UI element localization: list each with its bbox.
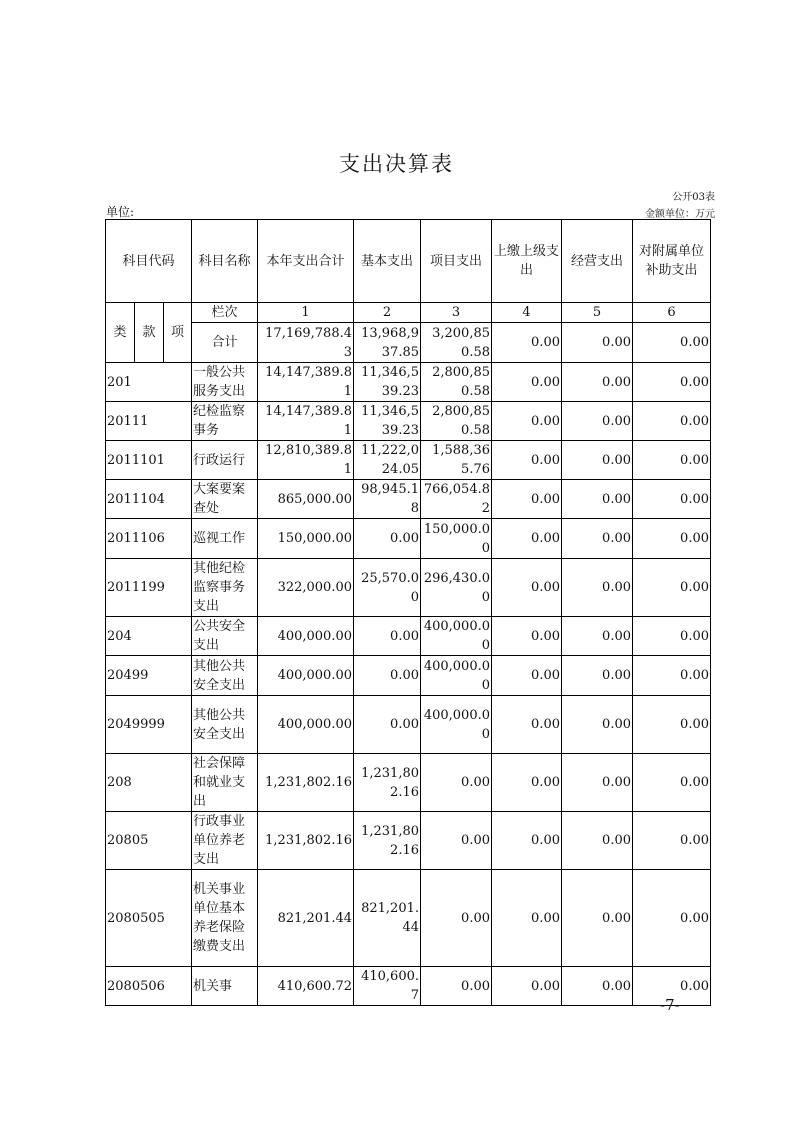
row-project: 150,000.00 [421, 519, 492, 559]
table-row [106, 754, 711, 812]
row-code: 2011104 [106, 480, 192, 519]
row-business: 0.00 [562, 870, 633, 967]
row-upper: 0.00 [492, 441, 562, 480]
row-code: 2011101 [106, 441, 192, 480]
row-subsidy: 0.00 [633, 696, 711, 754]
header-xiang: 项 [164, 303, 192, 363]
row-basic: 25,570.00 [354, 559, 421, 617]
header-subsidy: 对附属单位补助支出 [633, 220, 711, 303]
row-subsidy: 0.00 [633, 967, 711, 1006]
row-basic: 821,201.44 [354, 870, 421, 967]
row-basic: 1,231,802.16 [354, 812, 421, 870]
row-upper: 0.00 [492, 696, 562, 754]
row-business: 0.00 [562, 441, 633, 480]
row-basic: 98,945.18 [354, 480, 421, 519]
row-name: 行政事业单位养老支出 [192, 812, 258, 870]
row-code: 20111 [106, 402, 192, 441]
header-upper: 上缴上级支出 [492, 220, 562, 303]
row-total: 400,000.00 [258, 617, 354, 656]
row-code: 208 [106, 754, 192, 812]
row-upper: 0.00 [492, 870, 562, 967]
total-subsidy: 0.00 [633, 323, 711, 363]
row-business: 0.00 [562, 696, 633, 754]
table-row [106, 967, 711, 1006]
total-upper: 0.00 [492, 323, 562, 363]
row-basic: 11,346,539.23 [354, 402, 421, 441]
amount-unit: 金额单位：万元 [645, 209, 715, 220]
table-row [106, 696, 711, 754]
row-project: 0.00 [421, 754, 492, 812]
header-basic: 基本支出 [354, 220, 421, 303]
row-name: 大案要案查处 [192, 480, 258, 519]
table-row [106, 870, 711, 967]
row-total: 410,600.72 [258, 967, 354, 1006]
row-basic: 11,346,539.23 [354, 363, 421, 402]
row-project: 2,800,850.58 [421, 402, 492, 441]
row-subsidy: 0.00 [633, 559, 711, 617]
expenditure-table [105, 219, 711, 1006]
row-name: 公共安全支出 [192, 617, 258, 656]
row-code: 2011199 [106, 559, 192, 617]
row-upper: 0.00 [492, 480, 562, 519]
row-name: 纪检监察事务 [192, 402, 258, 441]
row-code: 2080505 [106, 870, 192, 967]
row-project: 400,000.00 [421, 696, 492, 754]
row-code: 201 [106, 363, 192, 402]
row-code: 20805 [106, 812, 192, 870]
row-code: 2080506 [106, 967, 192, 1006]
row-business: 0.00 [562, 363, 633, 402]
total-row [106, 323, 711, 363]
row-upper: 0.00 [492, 559, 562, 617]
row-code: 204 [106, 617, 192, 656]
row-subsidy: 0.00 [633, 754, 711, 812]
row-project: 766,054.82 [421, 480, 492, 519]
row-name: 机关事 [192, 967, 258, 1006]
page-number: -7- [660, 996, 680, 1014]
unit-label: 单位: [106, 205, 135, 219]
table-row [106, 812, 711, 870]
row-upper: 0.00 [492, 402, 562, 441]
table-row [106, 363, 711, 402]
row-subsidy: 0.00 [633, 656, 711, 696]
row-subsidy: 0.00 [633, 870, 711, 967]
row-name: 机关事业单位基本养老保险缴费支出 [192, 870, 258, 967]
row-project: 0.00 [421, 967, 492, 1006]
row-total: 1,231,802.16 [258, 812, 354, 870]
row-upper: 0.00 [492, 967, 562, 1006]
row-name: 巡视工作 [192, 519, 258, 559]
row-project: 400,000.00 [421, 656, 492, 696]
row-business: 0.00 [562, 656, 633, 696]
row-name: 其他公共安全支出 [192, 696, 258, 754]
row-business: 0.00 [562, 559, 633, 617]
row-total: 1,231,802.16 [258, 754, 354, 812]
row-subsidy: 0.00 [633, 812, 711, 870]
row-total: 14,147,389.81 [258, 363, 354, 402]
row-business: 0.00 [562, 967, 633, 1006]
row-total: 400,000.00 [258, 696, 354, 754]
row-basic: 410,600.7 [354, 967, 421, 1006]
page-title: 支出决算表 [339, 152, 454, 176]
row-name: 社会保障和就业支出 [192, 754, 258, 812]
total-label: 合计 [192, 323, 258, 363]
row-business: 0.00 [562, 480, 633, 519]
row-name: 行政运行 [192, 441, 258, 480]
row-total: 400,000.00 [258, 656, 354, 696]
row-project: 0.00 [421, 870, 492, 967]
row-total: 12,810,389.81 [258, 441, 354, 480]
col-index-6: 6 [633, 303, 711, 323]
table-row [106, 480, 711, 519]
row-total: 821,201.44 [258, 870, 354, 967]
header-name: 科目名称 [192, 220, 258, 303]
row-upper: 0.00 [492, 363, 562, 402]
table-row [106, 559, 711, 617]
table-row [106, 519, 711, 559]
header-lei: 类 [106, 303, 135, 363]
row-code: 2011106 [106, 519, 192, 559]
row-total: 865,000.00 [258, 480, 354, 519]
header-code: 科目代码 [106, 220, 192, 303]
row-basic: 11,222,024.05 [354, 441, 421, 480]
row-code: 2049999 [106, 696, 192, 754]
row-subsidy: 0.00 [633, 441, 711, 480]
header-total: 本年支出合计 [258, 220, 354, 303]
col-index-1: 1 [258, 303, 354, 323]
row-total: 322,000.00 [258, 559, 354, 617]
row-subsidy: 0.00 [633, 480, 711, 519]
row-business: 0.00 [562, 754, 633, 812]
table-row [106, 441, 711, 480]
table-row [106, 656, 711, 696]
row-subsidy: 0.00 [633, 363, 711, 402]
row-subsidy: 0.00 [633, 402, 711, 441]
row-code: 20499 [106, 656, 192, 696]
row-basic: 0.00 [354, 519, 421, 559]
col-index-4: 4 [492, 303, 562, 323]
col-index-2: 2 [354, 303, 421, 323]
col-index-5: 5 [562, 303, 633, 323]
row-project: 1,588,365.76 [421, 441, 492, 480]
row-business: 0.00 [562, 617, 633, 656]
header-project: 项目支出 [421, 220, 492, 303]
col-index-3: 3 [421, 303, 492, 323]
row-project: 2,800,850.58 [421, 363, 492, 402]
row-project: 296,430.00 [421, 559, 492, 617]
form-code: 公开03表 [672, 192, 715, 203]
row-name: 其他纪检监察事务支出 [192, 559, 258, 617]
row-upper: 0.00 [492, 812, 562, 870]
row-basic: 1,231,802.16 [354, 754, 421, 812]
row-business: 0.00 [562, 519, 633, 559]
total-business: 0.00 [562, 323, 633, 363]
row-business: 0.00 [562, 402, 633, 441]
row-subsidy: 0.00 [633, 617, 711, 656]
total-basic: 13,968,937.85 [354, 323, 421, 363]
row-upper: 0.00 [492, 754, 562, 812]
total-project: 3,200,850.58 [421, 323, 492, 363]
table-row [106, 402, 711, 441]
total-total: 17,169,788.43 [258, 323, 354, 363]
header-business: 经营支出 [562, 220, 633, 303]
row-project: 400,000.00 [421, 617, 492, 656]
row-name: 一般公共服务支出 [192, 363, 258, 402]
row-upper: 0.00 [492, 519, 562, 559]
row-total: 14,147,389.81 [258, 402, 354, 441]
row-name: 其他公共安全支出 [192, 656, 258, 696]
row-subsidy: 0.00 [633, 519, 711, 559]
header-kuan: 款 [135, 303, 164, 363]
row-total: 150,000.00 [258, 519, 354, 559]
row-business: 0.00 [562, 812, 633, 870]
row-basic: 0.00 [354, 617, 421, 656]
row-basic: 0.00 [354, 656, 421, 696]
row-upper: 0.00 [492, 617, 562, 656]
table-row [106, 617, 711, 656]
row-basic: 0.00 [354, 696, 421, 754]
row-project: 0.00 [421, 812, 492, 870]
header-lanci: 栏次 [192, 303, 258, 323]
row-upper: 0.00 [492, 656, 562, 696]
